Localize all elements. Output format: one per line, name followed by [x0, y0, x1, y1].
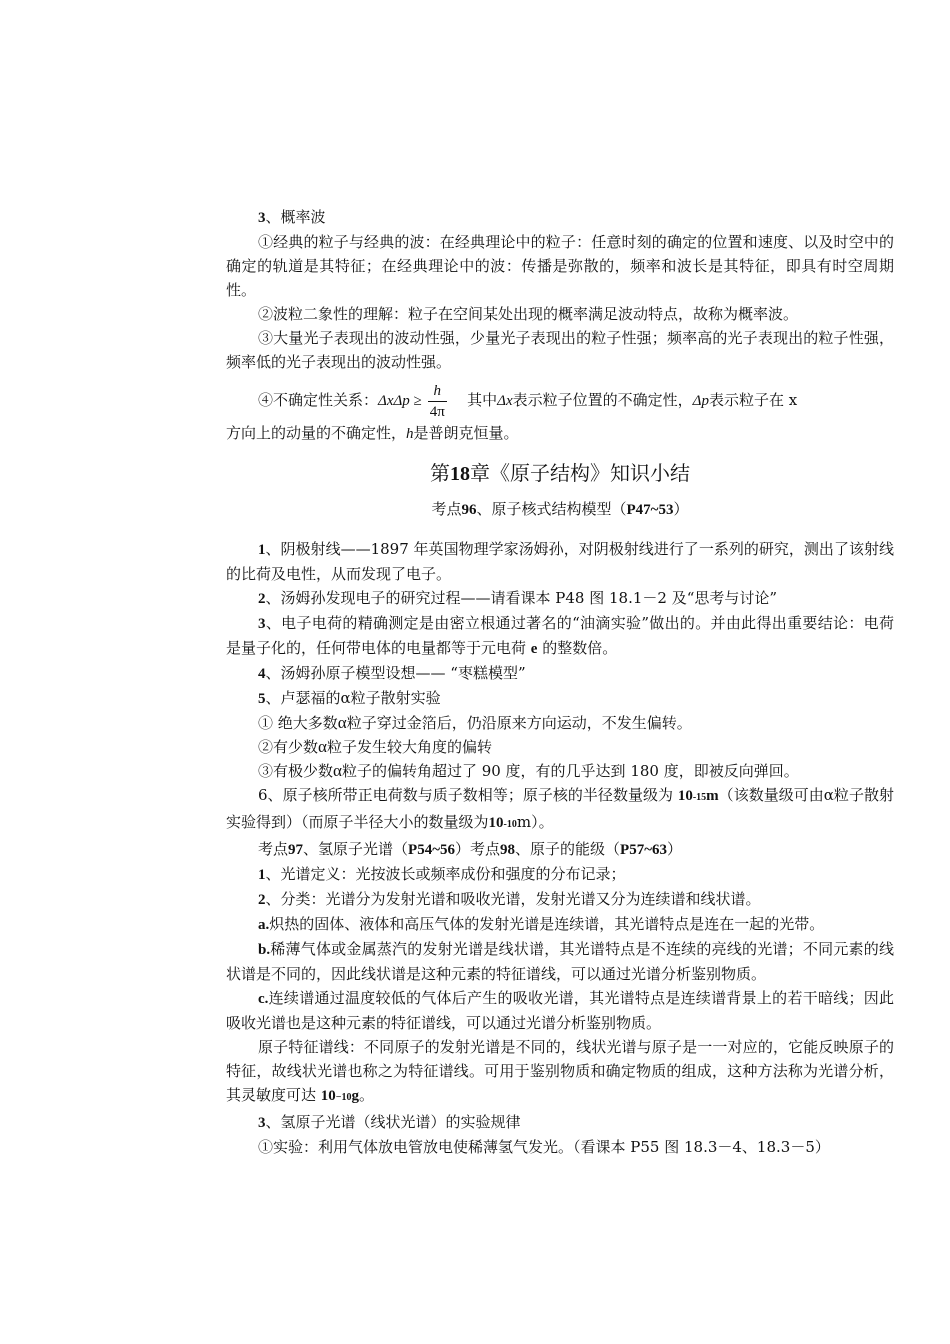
item-absorption-spectrum: c.连续谱通过温度较低的气体后产生的吸收光谱，其光谱特点是连续谱背景上的若干暗线；因此吸收光谱也是这种元素的特征谱线，可以通过光谱分析鉴别物质。	[226, 989, 894, 1032]
item-rutherford-3: ③有极少数α粒子的偏转角超过了 90 度，有的几乎达到 180 度，即被反向弹回。	[258, 761, 799, 780]
fraction-denominator: 4π	[429, 403, 445, 420]
paragraph-uncertainty: ④不确定性关系：ΔxΔp ≥ $\frac{h}{4\pi}$ 其中Δx表示粒子位置的不确定性，Δp表示粒子在 x	[258, 382, 798, 420]
document-page	[226, 205, 894, 1159]
item-nucleus-charge: 6、原子核所带正电荷数与质子数相等；原子核的半径数量级为 10-15m（该数量级可由α粒子散射实验得到）（而原子半径大小的数量级为10-10m）。	[226, 786, 894, 831]
item-hydrogen-experiment: ①实验：利用气体放电管放电使稀薄氢气发光。（看课本 P55 图 18.3－4、18.3－5）	[258, 1138, 830, 1156]
item-rutherford-2: ②有少数α粒子发生较大角度的偏转	[258, 737, 492, 756]
inequality-lhs: ΔxΔp ≥	[378, 393, 422, 409]
item-thomson-process: 2、汤姆孙发现电子的研究过程——请看课本 P48 图 18.1－2 及“思考与讨论”	[258, 589, 778, 607]
item-line-spectrum: b.稀薄气体或金属蒸汽的发射光谱是线状谱，其光谱特点是不连续的亮线的光谱；不同元素的线状谱是不同的，因此线状谱是这种元素的特征谱线，可以通过光谱分析鉴别物质。	[226, 940, 894, 983]
item-continuous-spectrum: a.炽热的固体、液体和高压气体的发射光谱是连续谱，其光谱特点是连在一起的光带。	[258, 915, 825, 933]
topic-97-98-heading: 考点97、氢原子光谱（P54~56）考点98、原子的能级（P57~63）	[258, 840, 683, 858]
topic-96-heading: 考点96、原子核式结构模型（P47~53）	[431, 500, 689, 518]
section-heading-probability-wave	[226, 205, 894, 230]
chapter-number: 18	[450, 463, 470, 485]
paragraph-wave-particle: ②波粒二象性的理解：粒子在空间某处出现的概率满足波动特点，故称为概率波。	[258, 305, 799, 323]
paragraph-characteristic-lines: 原子特征谱线：不同原子的发射光谱是不同的，线状光谱与原子是一一对应的，它能反映原子的特征，故线状光谱也称之为特征谱线。可用于鉴别物质和确定物质的组成，这种方法称为光谱分析，其灵敏度可达 10−10g。	[226, 1038, 894, 1104]
section-number: 3	[258, 210, 266, 226]
delta-x: Δx	[497, 393, 513, 409]
section-title: 、概率波	[265, 208, 326, 226]
delta-p: Δp	[692, 393, 709, 409]
planck-h: h	[406, 426, 414, 442]
alpha-symbol: α	[318, 737, 327, 756]
item-hydrogen-spectrum: 3、氢原子光谱（线状光谱）的实验规律	[258, 1113, 521, 1131]
paragraph-classical: ①经典的粒子与经典的波：在经典理论中的粒子：任意时刻的确定的位置和速度、以及时空中的确定的轨道是其特征；在经典理论中的波：传播是弥散的，频率和波长是其特征，即具有时空周期性。	[226, 233, 894, 299]
fraction-h-over-4pi	[428, 381, 447, 422]
item-cathode-rays: 1、阴极射线——1897 年英国物理学家汤姆孙，对阴极射线进行了一系列的研究，测出了该射线的比荷及电性，从而发现了电子。	[226, 540, 894, 583]
alpha-symbol: α	[337, 713, 347, 732]
paragraph-uncertainty-continued: 方向上的动量的不确定性，h是普朗克恒量。	[226, 424, 519, 442]
fraction-numerator: h	[428, 381, 447, 402]
chapter-title: 第18章《原子结构》知识小结	[430, 461, 690, 485]
item-rutherford: 5、卢瑟福的α粒子散射实验	[258, 689, 441, 707]
item-spectrum-definition: 1、光谱定义：光按波长或频率成份和强度的分布记录；	[258, 865, 626, 883]
item-plum-pudding: 4、汤姆孙原子模型设想—— “枣糕模型”	[258, 664, 526, 682]
item-rutherford-1: ① 绝大多数α粒子穿过金箔后，仍沿原来方向运动，不发生偏转。	[258, 713, 692, 732]
paragraph-photons: ③大量光子表现出的波动性强，少量光子表现出的粒子性强；频率高的光子表现出的粒子性强，频率低的光子表现出的波动性强。	[226, 329, 894, 371]
alpha-symbol: α	[333, 761, 342, 780]
item-millikan: 3、电子电荷的精确测定是由密立根通过著名的“油滴实验”做出的。并由此得出重要结论：电荷是量子化的，任何带电体的电量都等于元电荷 e 的整数倍。	[226, 614, 894, 657]
item-spectrum-classification: 2、分类：光谱分为发射光谱和吸收光谱，发射光谱又分为连续谱和线状谱。	[258, 890, 761, 908]
